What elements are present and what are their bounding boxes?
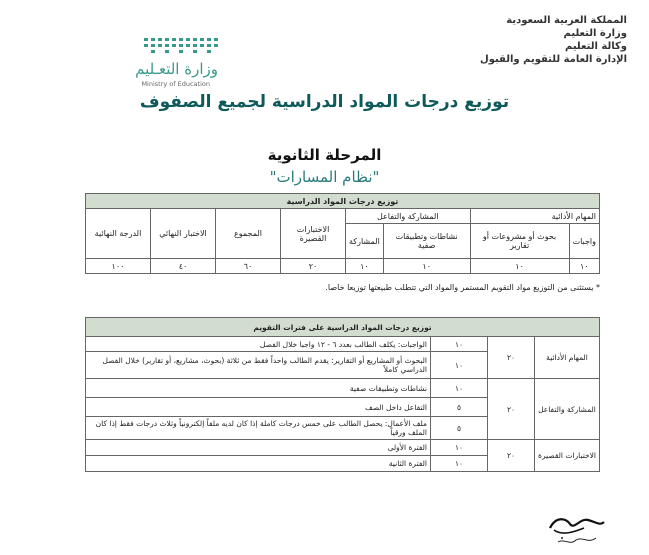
criterion-cell: الفترة الثانية (86, 456, 431, 472)
criterion-cell: التفاعل داخل الصف (86, 398, 431, 417)
value-cell: ٢٠ (281, 259, 346, 274)
value-cell: ١٠ (569, 259, 599, 274)
value-cell: ١٠ (383, 259, 470, 274)
column-header-homework: واجبات (569, 224, 599, 259)
logo-dots-icon (142, 34, 222, 58)
table-caption: توزيع درجات المواد الدراسية على فترات التقويم (86, 318, 600, 337)
score-cell: ٥ (431, 417, 488, 440)
org-line: وكالة التعليم (564, 41, 627, 52)
column-header-total: المجموع (216, 209, 281, 259)
category-cell: المهام الأدائية (535, 337, 600, 379)
table-caption: توزيع درجات المواد الدراسية (86, 194, 600, 209)
logo-english-text: Ministry of Education (141, 80, 210, 88)
value-cell: ١٠ (346, 259, 384, 274)
criterion-cell: ملف الأعمال: يحصل الطالب على خمس درجات كاملة إذا كان لديه ملفاً إلكترونياً وثلاث درجات فقط إذا كان الملف ورقياً (86, 417, 431, 440)
document-title: توزيع درجات المواد الدراسية لجميع الصفوف (139, 92, 510, 112)
signature-icon (540, 506, 610, 551)
value-cell: ٤٠ (151, 259, 216, 274)
category-total-cell: ٢٠ (488, 337, 535, 379)
grade-distribution-table (85, 193, 600, 274)
score-cell: ١٠ (431, 379, 488, 398)
column-header-final-grade: الدرجة النهائية (86, 209, 151, 259)
column-header-final-exam: الاختبار النهائي (151, 209, 216, 259)
score-cell: ١٠ (431, 337, 488, 352)
group-header-participation: المشاركة والتفاعل (346, 209, 471, 224)
column-header-short-tests: الاختبارات القصيرة (281, 209, 346, 259)
logo-arabic-text: وزارة التعـليم (135, 60, 218, 78)
ministry-logo (108, 34, 218, 94)
column-header-research: بحوث أو مشروعات أو تقارير (470, 224, 569, 259)
value-cell: ١٠٠ (86, 259, 151, 274)
org-line: الإدارة العامة للتقويم والقبول (480, 54, 627, 65)
criterion-cell: الواجبات: يكلف الطالب بعدد ٦ - ١٢ واجبا خلال الفصل (86, 337, 431, 352)
column-header-activities: نشاطات وتطبيقات صفية (383, 224, 470, 259)
score-cell: ١٠ (431, 352, 488, 379)
category-cell: الاختبارات القصيرة (535, 440, 600, 472)
criterion-cell: الفترة الأولى (86, 440, 431, 456)
group-header-performance: المهام الأدائية (470, 209, 599, 224)
category-total-cell: ٢٠ (488, 440, 535, 472)
system-subheading: "نظام المسارات" (269, 168, 380, 186)
score-cell: ١٠ (431, 440, 488, 456)
org-line: المملكة العربية السعودية (506, 15, 627, 26)
criterion-cell: البحوث أو المشاريع أو التقارير: يقدم الطالب واحداً فقط من ثلاثة (بحوث، مشاريع، أو تقارير) خلال الفصل الدراسي كاملاً (86, 352, 431, 379)
org-line: وزارة التعليم (563, 28, 627, 39)
value-cell: ١٠ (470, 259, 569, 274)
value-cell: ٦٠ (216, 259, 281, 274)
exception-note: * يستثنى من التوزيع مواد التقويم المستمر والمواد التي تتطلب طبيعتها توزيعا خاصا. (325, 283, 600, 292)
organization-header (427, 14, 627, 66)
evaluation-periods-table (85, 317, 600, 472)
column-header-participation: المشاركة (346, 224, 384, 259)
category-cell: المشاركة والتفاعل (535, 379, 600, 440)
criterion-cell: نشاطات وتطبيقات صفية (86, 379, 431, 398)
stage-heading: المرحلة الثانوية (267, 146, 382, 164)
score-cell: ١٠ (431, 456, 488, 472)
score-cell: ٥ (431, 398, 488, 417)
category-total-cell: ٢٠ (488, 379, 535, 440)
